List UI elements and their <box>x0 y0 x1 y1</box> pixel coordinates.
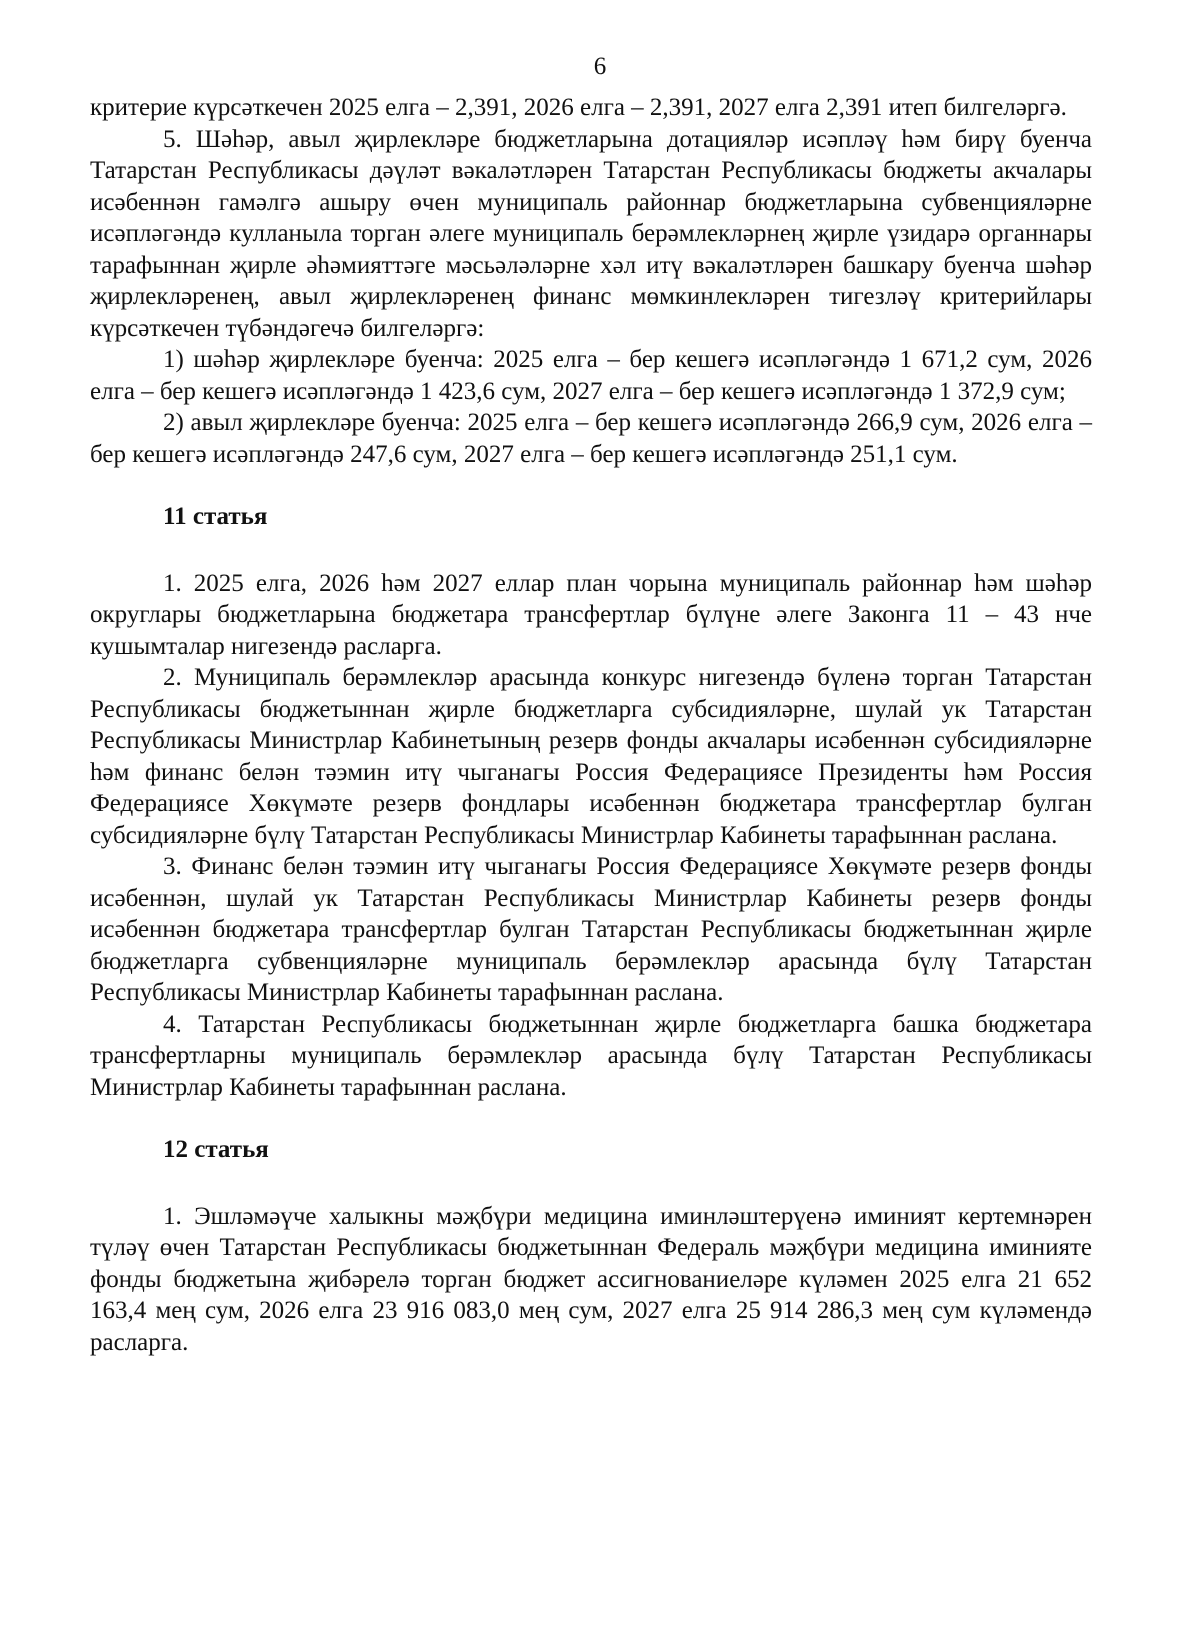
article-11-heading: 11 статья <box>163 503 268 530</box>
article-12-paragraph-1: 1. Эшләмәүче халыкны мәҗбүри медицина иминләштерүенә иминият кертемнәрен түләү өчен Татарстан Республикасы бюджетыннан Федераль мәҗбүри медицина иминияте фонды бюджетына җибәрелә торган бюджет ассигнованиеләре күләмен 2025 елга 21 652 163,4 мең сум, 2026 елга 23 916 083,0 мең сум, 2027 елга 25 914 286,3 мең сум күләмендә расларга. <box>90 1202 1092 1356</box>
paragraph-subitem-2: 2) авыл җирлекләре буенча: 2025 елга – бер кешегә исәпләгәндә 266,9 сум, 2026 елга – бер кешегә исәпләгәндә 247,6 сум, 2027 елга – бер кешегә исәпләгәндә 251,1 сум. <box>90 409 1092 468</box>
article-11-paragraph-2: 2. Муниципаль берәмлекләр арасында конкурс нигезендә бүленә торган Татарстан Республикасы бюджетыннан җирле бюджетларга субсидияләрне, шулай ук Татарстан Республикасы Министрлар Кабинетының резерв фонды акчалары исәбеннән субсидияләрне һәм финанс белән тәэмин итү чыганагы Россия Федерациясе Президенты һәм Россия Федерациясе Хөкүмәте резерв фондлары исәбеннән бюджетара трансфертлар булган субсидияләрне бүлү Татарстан Республикасы Министрлар Кабинеты тарафыннан раслана. <box>90 664 1092 849</box>
spacer <box>90 1166 1092 1201</box>
article-11-paragraph-1: 1. 2025 елга, 2026 һәм 2027 еллар план чорына муниципаль районнар һәм шәһәр округлары бюджетларына бюджетара трансфертлар бүлүне әлеге Законга 11 – 43 нче кушымталар нигезендә расларга. <box>90 569 1092 660</box>
paragraph-subitem-1: 1) шәһәр җирлекләре буенча: 2025 елга – бер кешегә исәпләгәндә 1 671,2 сум, 2026 елга – бер кешегә исәпләгәндә 1 423,6 сум, 2027 елга – бер кешегә исәпләгәндә 1 372,9 сум; <box>90 346 1092 405</box>
article-11-paragraph-4: 4. Татарстан Республикасы бюджетыннан җирле бюджетларга башка бюджетара трансфертларны муниципаль берәмлекләр арасында бүлү Татарстан Республикасы Министрлар Кабинеты тарафыннан раслана. <box>90 1010 1092 1101</box>
spacer <box>90 1103 1092 1134</box>
article-12-heading: 12 статья <box>163 1136 269 1163</box>
article-11-paragraph-3: 3. Финанс белән тәэмин итү чыганагы Россия Федерациясе Хөкүмәте резерв фонды исәбеннән, шулай ук Татарстан Республикасы Министрлар Кабинеты резерв фонды исәбеннән бюджетара трансфертлар булган Татарстан Республикасы бюджетыннан җирле бюджетларга субвенцияләрне муниципаль берәмлекләр арасында бүлү Татарстан Республикасы Министрлар Кабинеты тарафыннан раслана. <box>90 853 1092 1006</box>
spacer <box>90 470 1092 501</box>
document-body <box>90 92 1092 1358</box>
page-number: 6 <box>593 53 607 80</box>
spacer <box>90 533 1092 568</box>
paragraph-continuation: критерие күрсәткечен 2025 елга – 2,391, 2026 елга – 2,391, 2027 елга 2,391 итеп билгеләргә. <box>90 94 1067 121</box>
paragraph-item-5: 5. Шәһәр, авыл җирлекләре бюджетларына дотацияләр исәпләү һәм бирү буенча Татарстан Республикасы дәүләт вәкаләтләрен Татарстан Республикасы бюджеты акчалары исәбеннән гамәлгә ашыру өчен муниципаль районнар бюджетларына субвенцияләрне исәпләгәндә кулланыла торган әлеге муниципаль берәмлекләрнең җирле үзидарә органнары тарафыннан җирле әһәмияттәге мәсьәләләрне хәл итү вәкаләтләрен башкару буенча шәһәр җирлекләренең, авыл җирлекләренең финанс мөмкинлекләрен тигезләү критерийлары күрсәткечен түбәндәгечә билгеләргә: <box>90 125 1092 342</box>
